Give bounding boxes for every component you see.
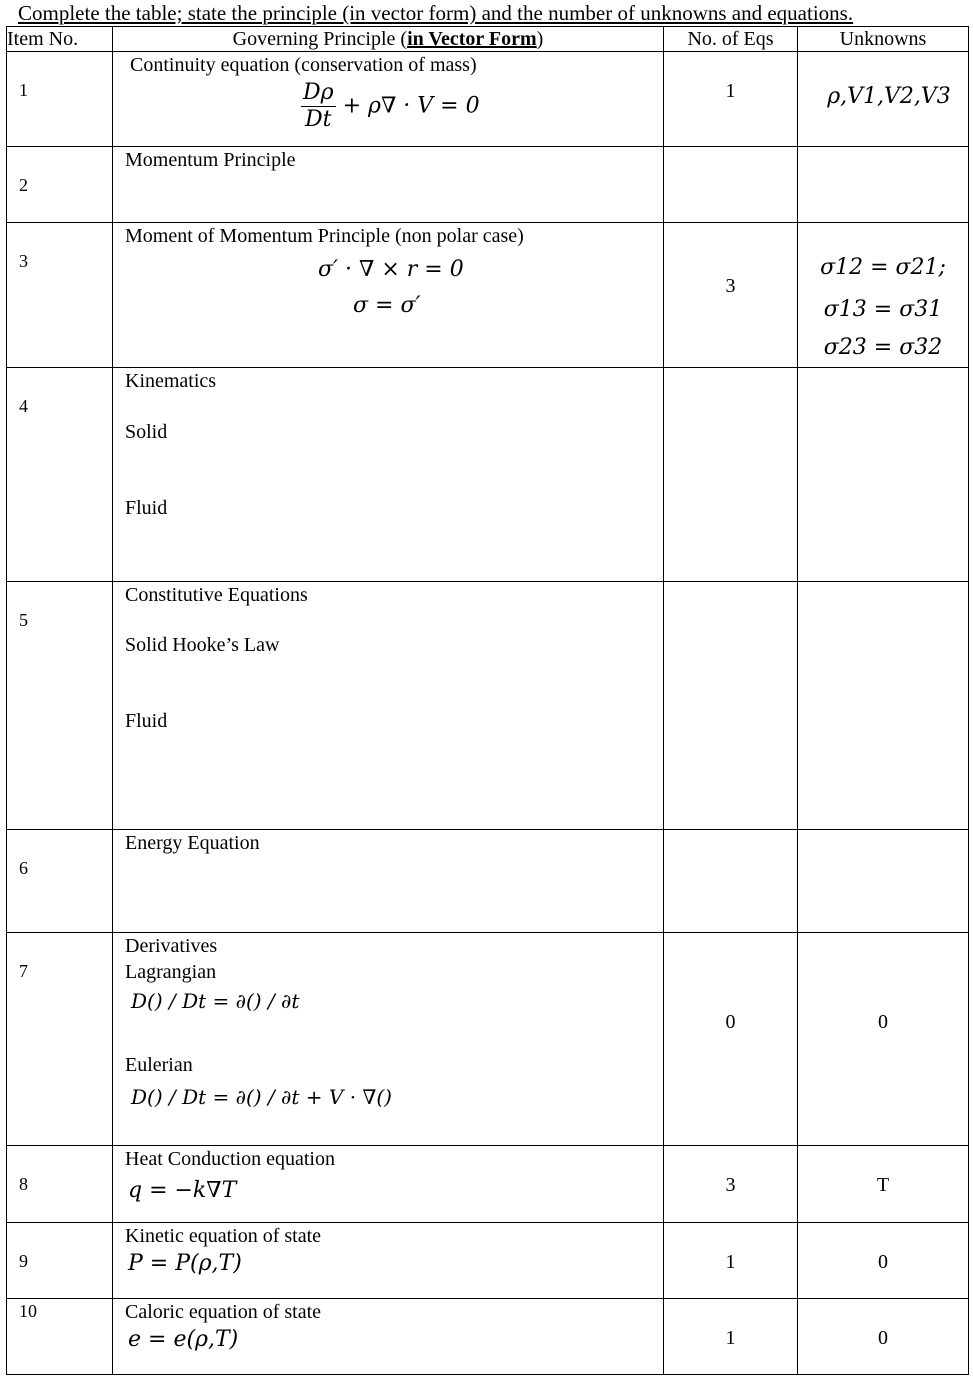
item-number: 6 [7, 830, 113, 933]
table-row [7, 1146, 969, 1223]
unknowns-cell[interactable] [798, 582, 969, 830]
eqs-cell[interactable] [664, 368, 798, 582]
eqs-cell[interactable]: 3 [664, 223, 798, 368]
item-number: 1 [7, 52, 113, 147]
instructions: Complete the table; state the principle (in vector form) and the number of unknowns and equations. [18, 1, 854, 25]
principle-cell[interactable] [113, 1146, 664, 1223]
eqs-cell[interactable] [664, 830, 798, 933]
row-label: Momentum Principle [125, 149, 296, 171]
moment-equation-1: σ′ · ∇ × r = 0 [318, 257, 464, 282]
row-label: Kinetic equation of state [125, 1225, 322, 1247]
principle-cell[interactable] [113, 1223, 664, 1299]
row-label: Kinematics [125, 370, 217, 392]
unknowns-cell[interactable] [798, 830, 969, 933]
eqs-cell[interactable]: 3 [664, 1146, 798, 1223]
eqs-cell[interactable] [664, 582, 798, 830]
table-row [7, 147, 969, 223]
eqs-cell[interactable]: 0 [664, 933, 798, 1146]
item-number: 2 [7, 147, 113, 223]
item-number: 10 [7, 1299, 113, 1375]
table-row [7, 933, 969, 1146]
eqs-cell[interactable] [664, 147, 798, 223]
heat-conduction-equation: q = −k∇T [128, 1178, 237, 1203]
eqs-cell[interactable]: 1 [664, 52, 798, 147]
unknowns-cell[interactable] [798, 147, 969, 223]
unknowns-cell[interactable]: ρ,V1,V2,V3 [798, 52, 969, 147]
sub-label: Lagrangian [125, 961, 217, 983]
header-row [7, 27, 969, 52]
eqs-cell[interactable]: 1 [664, 1223, 798, 1299]
principle-cell[interactable] [113, 830, 664, 933]
sub-label: Solid Hooke’s Law [125, 634, 280, 656]
unknowns-cell[interactable]: T [798, 1146, 969, 1223]
table-row [7, 368, 969, 582]
unknowns-cell[interactable] [798, 368, 969, 582]
table-row [7, 1223, 969, 1299]
row-label: Derivatives [125, 935, 218, 957]
header-principle: Governing Principle (in Vector Form) [113, 27, 664, 52]
row-label: Continuity equation (conservation of mass) [130, 54, 477, 76]
row-label: Constitutive Equations [125, 584, 308, 606]
lagrangian-equation: D() / Dt = ∂() / ∂t [131, 989, 300, 1013]
row-label: Moment of Momentum Principle (non polar case) [125, 225, 524, 247]
item-number: 5 [7, 582, 113, 830]
unknowns-cell[interactable]: 0 [798, 1299, 969, 1375]
caloric-equation: e = e(ρ,T) [128, 1327, 239, 1352]
unknowns-cell[interactable]: 0 [798, 933, 969, 1146]
item-number: 3 [7, 223, 113, 368]
item-number: 8 [7, 1146, 113, 1223]
principle-cell[interactable] [113, 368, 664, 582]
principle-cell[interactable] [113, 933, 664, 1146]
table-row [7, 582, 969, 830]
sub-label: Solid [125, 421, 168, 443]
eqs-cell[interactable]: 1 [664, 1299, 798, 1375]
sub-label: Fluid [125, 497, 168, 519]
item-number: 4 [7, 368, 113, 582]
eulerian-equation: D() / Dt = ∂() / ∂t + V · ∇() [131, 1085, 392, 1109]
item-number: 7 [7, 933, 113, 1146]
table-row [7, 52, 969, 147]
header-eqs: No. of Eqs [664, 27, 798, 52]
table-row [7, 223, 969, 368]
sub-label: Fluid [125, 710, 168, 732]
sub-label: Eulerian [125, 1054, 193, 1076]
header-unknowns: Unknowns [798, 27, 969, 52]
unknowns-cell[interactable]: σ12 = σ21; σ13 = σ31 σ23 = σ32 [798, 223, 969, 368]
governing-principles-table [6, 26, 969, 1375]
principle-cell[interactable] [113, 147, 664, 223]
kinetic-equation: P = P(ρ,T) [128, 1251, 242, 1276]
item-number: 9 [7, 1223, 113, 1299]
principle-cell[interactable] [113, 1299, 664, 1375]
unknowns-cell[interactable]: 0 [798, 1223, 969, 1299]
moment-equation-2: σ = σ′ [353, 293, 421, 318]
principle-cell[interactable] [113, 52, 664, 147]
row-label: Heat Conduction equation [125, 1148, 335, 1170]
table-row [7, 1299, 969, 1375]
row-label: Caloric equation of state [125, 1301, 322, 1323]
table-row [7, 830, 969, 933]
principle-cell[interactable] [113, 582, 664, 830]
row-label: Energy Equation [125, 832, 260, 854]
header-item-no: Item No. [7, 27, 113, 52]
continuity-equation: $\frac{D\rho}{Dt}$ + ρ∇ · V = 0 [303, 80, 480, 132]
principle-cell[interactable] [113, 223, 664, 368]
